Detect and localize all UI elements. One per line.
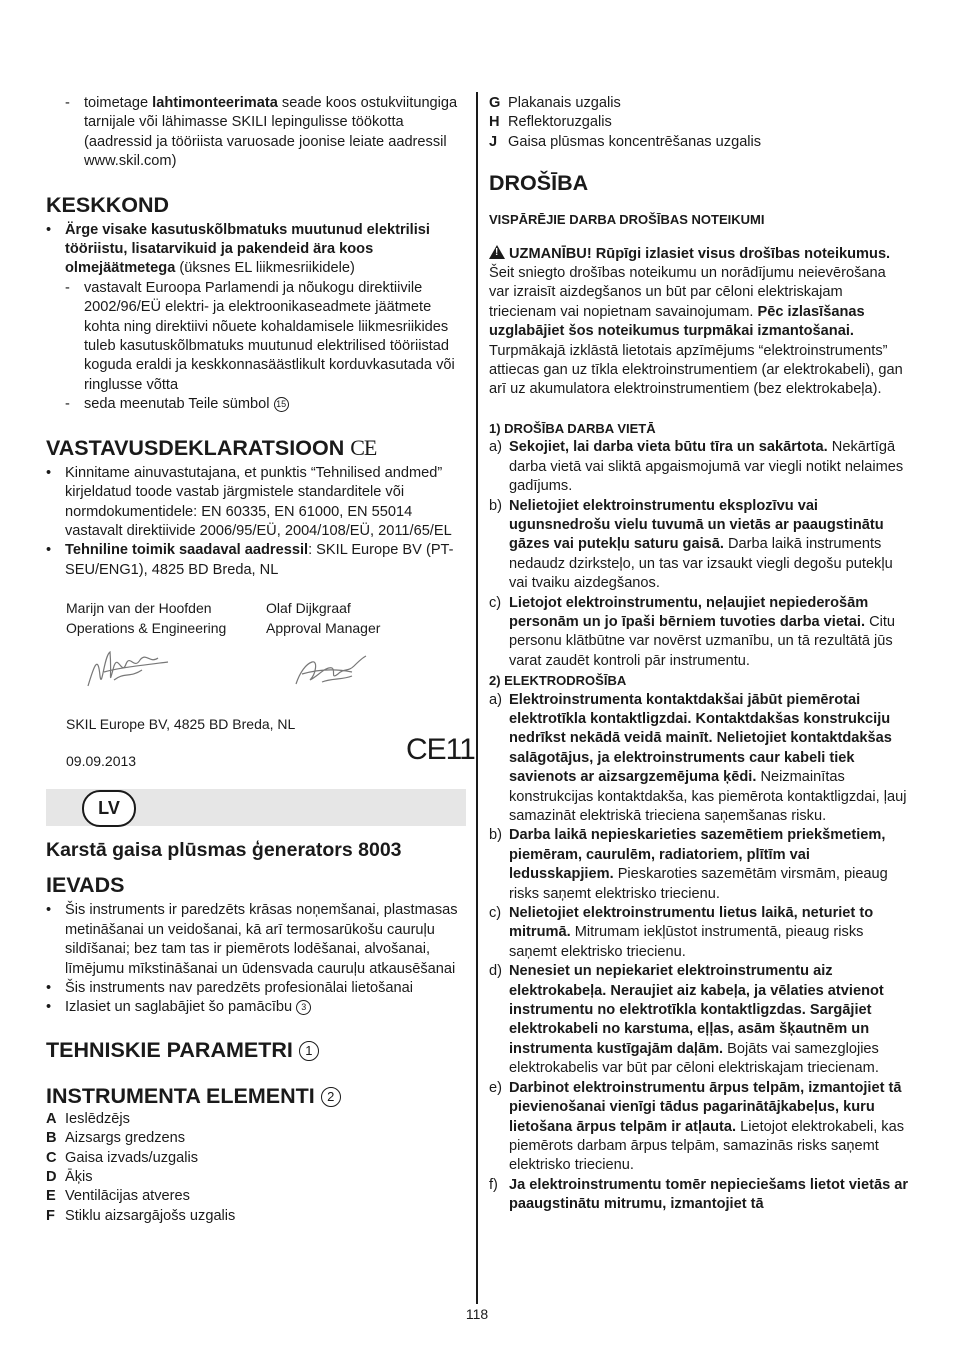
item-key: G [489, 95, 501, 111]
signatory-names [66, 599, 466, 638]
signature-2-image [292, 652, 372, 692]
declaration-date: 09.09.2013 [66, 753, 137, 770]
rule-text [509, 826, 909, 904]
rule-item [489, 594, 909, 672]
general-rules-heading: VISPĀRĒJIE DARBA DROŠĪBAS NOTEIKUMI [489, 212, 765, 228]
rule-key: a) [489, 439, 502, 456]
rule-body: Pieskaroties sazemētām virsmām, pieaug risks saņemt elektrisko triecienu. [509, 866, 888, 902]
ce-mark-icon: CE [350, 434, 377, 460]
rule-item [489, 691, 909, 827]
rule-bold: Nenesiet un nepiekariet elektroinstrumentu aiz elektrokabeļa. Neraujiet aiz kabeļa, ja vēlaties atvienot instrumentu no elektrotīkla kontaktligzdas. Sargājiet elektrokabeli no karstuma, eļļas, asām šķautnēm un instrumenta kustīgajām daļām. [509, 963, 884, 1057]
signatory-1-role: Operations & Engineering [66, 619, 227, 636]
rule-bold: Nelietojiet elektroinstrumentu eksplozīvu vai ugunsnedrošu vielu tuvumā un vietās ar paaugstinātu gāzes vai putekļu saturu gaisā. [509, 497, 884, 553]
rule-bold: Lietojot elektroinstrumentu, neļaujiet nepiederošām personām un jo īpaši bērniem tuvoties darba vietai. [509, 594, 869, 630]
signatures [66, 638, 466, 702]
item-key: C [46, 1149, 57, 1166]
item-key: H [489, 114, 500, 131]
rule-key: c) [489, 905, 502, 922]
list-item [46, 1129, 466, 1148]
company-address: SKIL Europe BV, 4825 BD Breda, NL [66, 715, 296, 732]
item-label: Reflektoruzgalis [508, 114, 612, 131]
list-item [46, 1149, 466, 1168]
language-badge: LV [82, 790, 136, 827]
item-key: J [489, 133, 498, 150]
rule-key: b) [489, 497, 502, 514]
signatory-2-role: Approval Manager [266, 619, 381, 636]
rule-text [509, 962, 909, 1078]
rule-key: b) [489, 827, 502, 844]
ievads-heading: IEVADS [46, 873, 125, 898]
rule-text [509, 594, 909, 672]
ref-number-1: 1 [299, 1041, 319, 1061]
warning-text-1: Šeit sniegto drošības noteikumu un norādījumu neievērošana var izraisīt aizdegšanos un būt par cēloni elektriskajam triecienam vai nopietnam savainojumam. [489, 265, 886, 320]
ievads-bullet-3-text: Izlasiet un saglabājiet šo pamācību [65, 999, 293, 1016]
rule-text [509, 497, 909, 594]
signatory-block [46, 599, 475, 772]
rule-bold: Sekojiet, lai darba vieta būtu tīra un sakārtota. [509, 439, 828, 456]
warning-icon: ! [489, 245, 505, 259]
warning-text-2: Turpmākajā izklāstā lietotais apzīmējums “elektroinstruments” attiecas gan uz tīkla elektroinstrumentiem (ar elektrokabeli), gan arī uz akumulatora elektroinstrumentiem (bez elektrokabeļa). [489, 342, 903, 398]
drosiba-heading: DROŠĪBA [489, 171, 589, 196]
rule-bold: Darba laikā nepieskarieties sazemētiem priekšmetiem, piemēram, caurulēm, radiatoriem, plītīm vai ledusskapjiem. [509, 827, 886, 883]
column-divider [476, 92, 478, 1304]
item-key: F [46, 1207, 55, 1224]
vastavus-bullet-2-bold: Tehniline toimik saadaval aadressil [65, 542, 309, 559]
elementi-heading [46, 1083, 466, 1109]
signatory-1-name: Marijn van der Hoofden [66, 600, 212, 617]
signatory-2-name: Olaf Dijkgraaf [266, 600, 351, 617]
item-label: Gaisa plūsmas koncentrēšanas uzgalis [508, 133, 762, 150]
vastavus-heading [46, 435, 466, 461]
tehniskie-heading [46, 1037, 466, 1063]
right-column [489, 92, 909, 1215]
warning-bold-1: UZMANĪBU! Rūpīgi izlasiet visus drošības noteikumus. [509, 245, 891, 262]
rule-item [489, 1079, 909, 1176]
rule-body: Lietojot elektrokabeli, kas piemērots darbam ārpus telpām, samazinās risks saņemt elektrisko triecienu. [509, 1118, 905, 1174]
keskkond-bullet-bold: Ärge visake kasutuskõlbmatuks muutunud elektrilisi tööriistu, lisatarvikuid ja pakendeid ära koos olmejäätmetega [65, 221, 430, 277]
item-key: D [46, 1169, 57, 1185]
item-label: Ventilācijas atveres [65, 1188, 190, 1205]
left-column [46, 92, 475, 1226]
vastavus-bullet-2-rest: : SKIL Europe BV (PT-SEU/ENG1), 4825 BD Breda, NL [65, 542, 454, 578]
tehniskie-title: TEHNISKIE PARAMETRI [46, 1037, 293, 1062]
date-row [66, 733, 475, 772]
ievads-bullet-2: • Šis instruments nav paredzēts profesionālai lietošanai [46, 979, 466, 998]
rule-text [509, 1079, 909, 1176]
symbol-text: seda meenutab Teile sümbol [84, 396, 270, 413]
return-text-bold: lahtimonteerimata [152, 95, 278, 111]
ce11-mark-icon: CE11 [406, 733, 475, 767]
list-item [489, 133, 909, 152]
rule-body: Mitrumam iekļūstot instrumentā, pieaug risks saņemt elektrisko triecienu. [509, 924, 864, 960]
item-label: Gaisa izvads/uzgalis [65, 1149, 199, 1166]
ref-number-3: 3 [296, 1000, 311, 1015]
rule-bold: Nelietojiet elektroinstrumentu lietus laikā, neturiet to mitrumā. [509, 905, 874, 941]
rule-body: Darba laikā instruments nedaudz dzirksteļo, un tas var izsaukt viegli degošu putekļu vai tvaiku aizdegšanos. [509, 536, 893, 592]
list-item [489, 94, 909, 113]
rule-text [509, 438, 909, 496]
section-1-rules [489, 438, 909, 671]
item-key: E [46, 1188, 56, 1205]
elementi-list [46, 1110, 466, 1226]
signatory-2 [266, 599, 466, 638]
rule-item [489, 1176, 909, 1215]
keskkond-dash-directive: - vastavalt Euroopa Parlamendi ja nõukogu direktiivile 2002/96/EÜ elektri- ja elektroonikaseadmete jäätmete kohta ning direktiivi nõuete kohaldamisele liikmesriikides tuleb kasutuskõlbmatuks muutunud elektrilised tööriistad koguda eraldi ja keskkonnasäästlikult korduvkasutada või ringlusse võtta [46, 279, 466, 395]
rule-item [489, 904, 909, 962]
return-text-post: seade koos ostukviitungiga tarnijale või lähimasse SKILI lepingulisse töökotta (aadressid ja tööriista varuosade joonise leiate aadressil www.skil.com) [84, 95, 458, 170]
item-label: Aizsargs gredzens [65, 1130, 186, 1147]
item-label: Plakanais uzgalis [508, 95, 621, 111]
elementi-title: INSTRUMENTA ELEMENTI [46, 1083, 315, 1108]
keskkond-heading: KESKKOND [46, 192, 170, 217]
rule-key: a) [489, 691, 502, 708]
section-2-rules [489, 691, 909, 1215]
warning-paragraph [489, 245, 909, 400]
vastavus-title: VASTAVUSDEKLARATSIOON [46, 435, 345, 460]
signature-1-image [84, 646, 174, 694]
rule-body: Bojāts vai samezglojies elektrokabelis var būt par cēloni elektriskajam triecienam. [509, 1040, 879, 1077]
rule-key: f) [489, 1176, 498, 1193]
vastavus-bullet-1: • Kinnitame ainuvastutajana, et punktis “Tehnilised andmed” kirjeldatud toode vastab järgmistele standarditele või normdokumentidele: EN 60335, EN 61000, EN 55014 vastavalt direktiivide 2006/95/EÜ, 2004/108/EÜ, 2011/65/EL [46, 464, 466, 542]
section-2-heading: 2) ELEKTRODROŠĪBA [489, 673, 627, 689]
return-text-pre: toimetage [84, 95, 153, 111]
item-key: B [46, 1130, 57, 1147]
keskkond-dash-symbol [46, 395, 466, 414]
list-item [46, 1207, 466, 1226]
rule-key: d) [489, 963, 502, 980]
rule-item [489, 438, 909, 496]
rule-body: Nekārtīgā darba vietā vai sliktā apgaismojumā var viegli notikt nelaimes gadījums. [509, 439, 904, 495]
page-number: 118 [465, 1306, 489, 1322]
rule-key: e) [489, 1079, 502, 1096]
vastavus-bullet-2 [46, 541, 466, 580]
rule-text [509, 691, 909, 827]
elementi-list-cont [489, 94, 909, 152]
rule-text [509, 904, 909, 962]
rule-bold: Ja elektroinstrumentu tomēr nepieciešams lietot vietās ar paaugstinātu mitrumu, izmantojiet tā [509, 1176, 909, 1213]
rule-bold: Elektroinstrumenta kontaktdakšai jābūt piemērotai elektrotīkla kontaktligzdai. Kontaktdakšas konstrukciju nedrīkst nekādā veidā mainīt. Nelietojiet kontaktdakšas salāgotājus, ja elektroinstruments caur kabeli tiek savienots ar aizsargzemējuma ķēdi. [509, 691, 892, 786]
ievads-bullet-1: • Šis instruments ir paredzēts krāsas noņemšanai, plastmasas metināšanai un veidošanai, kā arī termosarūkošu cauruļu sildīšanai; bez tam tas ir piemērots lodēšanai, alvošanai, līmējumu mīkstināšanai un ūdensvada cauruļu atkausēšanai [46, 901, 466, 979]
rule-item [489, 497, 909, 594]
return-instruction [46, 94, 466, 172]
warning-bold-2: Pēc izlasīšanas uzglabājiet šos noteikumus turpmākai izmantošanai. [489, 303, 865, 340]
product-title: Karstā gaisa plūsmas ģenerators 8003 [46, 839, 402, 862]
rule-bold: Darbinot elektroinstrumentu ārpus telpām, izmantojiet tā pievienošanai vienīgi tādus pagarinātājkabeļus, kuru lietošana ārpus telpām ir atļauta. [509, 1079, 902, 1135]
ref-number-2: 2 [321, 1087, 341, 1107]
rule-text [509, 1176, 909, 1215]
ievads-bullet-3 [46, 998, 466, 1017]
keskkond-bullet-rest: (üksnes EL liikmesriikidele) [175, 260, 355, 277]
list-item [46, 1168, 466, 1187]
section-1-heading: 1) DROŠĪBA DARBA VIETĀ [489, 420, 656, 436]
list-item [46, 1110, 466, 1129]
language-bar [46, 789, 466, 826]
signatory-1 [66, 599, 266, 638]
list-item [46, 1187, 466, 1206]
item-label: Stiklu aizsargājošs uzgalis [65, 1207, 236, 1224]
keskkond-bullet [46, 221, 466, 279]
rule-body: Neizmainītas konstrukcijas kontaktdakša, kas piemērota kontaktligzdai, ļauj samazināt elektriskā trieciena saņemšanas risku. [509, 769, 907, 824]
rule-item [489, 962, 909, 1078]
ref-number-15: 15 [274, 397, 289, 412]
list-item [489, 113, 909, 132]
rule-key: c) [489, 594, 502, 611]
rule-item [489, 826, 909, 904]
item-label: Āķis [65, 1169, 93, 1185]
item-key: A [46, 1110, 57, 1127]
item-label: Ieslēdzējs [65, 1110, 130, 1127]
rule-body: Citu personu klātbūtne var novērst uzmanību, un tā rezultātā jūs varat zaudēt kontroli pār instrumentu. [509, 613, 896, 669]
